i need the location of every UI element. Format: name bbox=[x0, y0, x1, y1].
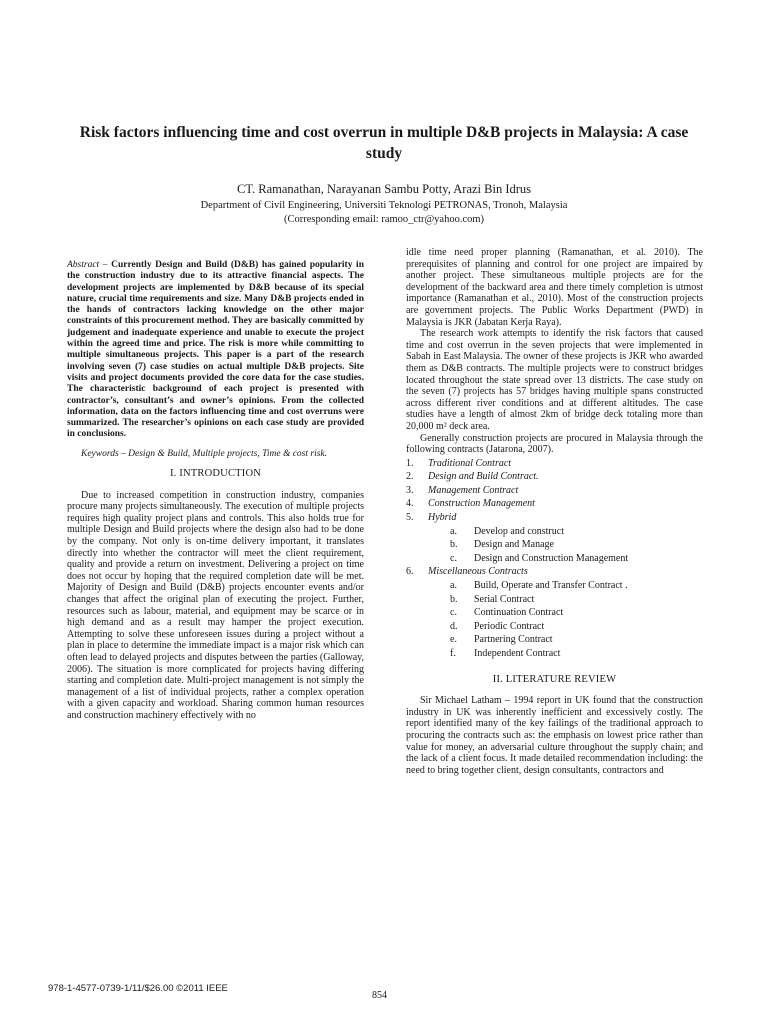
contract-types-list bbox=[406, 457, 703, 661]
list-item-number: 5. bbox=[406, 512, 414, 524]
contract-list-item bbox=[406, 565, 703, 660]
sublist-item-letter: d. bbox=[450, 620, 458, 632]
left-column bbox=[67, 260, 364, 722]
abstract-lead: Abstract – bbox=[67, 260, 108, 270]
sublist-item-label: Build, Operate and Transfer Contract . bbox=[474, 580, 628, 592]
list-item-label: Design and Build Contract. bbox=[428, 471, 539, 483]
sublist-item-label: Develop and construct bbox=[474, 525, 564, 537]
contract-sublist-item bbox=[428, 579, 703, 593]
paper-title: Risk factors influencing time and cost overrun in multiple D&B projects in Malaysia: A case study bbox=[79, 124, 689, 162]
contract-sublist-item bbox=[428, 633, 703, 647]
sublist-item-label: Design and Construction Management bbox=[474, 552, 629, 564]
sublist-item-letter: b. bbox=[450, 593, 458, 605]
contract-list-item bbox=[406, 457, 703, 471]
sublist-item-letter: e. bbox=[450, 634, 457, 646]
corresponding-email: (Corresponding email: ramoo_ctr@yahoo.com) bbox=[283, 213, 485, 225]
sublist-item-letter: a. bbox=[450, 580, 457, 592]
introduction-paragraph: Due to increased competition in construction industry, companies procure many projects simultaneously. The execution of multiple projects requires high quality project plans and controls. This also holds true for multiple Design and Build projects where the design also had to be done by the company. Not only is on-time delivery important, it translates directly into whether the contractor will meet the client requirement, quality and provide a return on investment. Delivering a project on time does not occur by hoping that the required completion date will be met. Majority of Design and Build (D&B) projects encounter events and/or changes that affect the original plan of executing the project. Further, resources such as labour, material, and equipment may be scarce or in high demand and as a result may hamper the project execution. Attempting to solve these unforeseen issues during a project without a plan in place to determine the immediate impact is a major risk which can often lead to delayed projects and disputes between the parties (Galloway, 2006). The situation is more complicated for projects having differing starting and completion date. Multi-project management is not simply the management of a list of individual projects, rather a complex operation with a given capacity and workload. Sharing common human resources and construction machinery effectively with no bbox=[67, 489, 364, 721]
affiliation: Department of Civil Engineering, Universiti Teknologi PETRONAS, Tronoh, Malaysia bbox=[200, 200, 568, 211]
list-item-label: Hybrid bbox=[428, 512, 457, 524]
sublist-item-letter: a. bbox=[450, 525, 457, 537]
contract-sublist bbox=[428, 525, 703, 566]
contract-list-item bbox=[406, 470, 703, 484]
abstract bbox=[67, 260, 364, 441]
contract-sublist-item bbox=[428, 538, 703, 552]
list-item-label: Construction Management bbox=[428, 498, 535, 510]
sublist-item-letter: f. bbox=[450, 648, 456, 659]
list-item-number: 3. bbox=[406, 484, 414, 496]
contract-sublist-item bbox=[428, 525, 703, 539]
sublist-item-letter: b. bbox=[450, 539, 458, 551]
isbn-footer: 978-1-4577-0739-1/11/$26.00 ©2011 IEEE bbox=[48, 983, 228, 994]
section-heading-literature-review: II. LITERATURE REVIEW bbox=[492, 673, 617, 685]
contract-sublist-item bbox=[428, 620, 703, 634]
contract-sublist-item bbox=[428, 593, 703, 607]
keywords: Keywords – Design & Build, Multiple projects, Time & cost risk. bbox=[81, 448, 328, 459]
right-paragraph-2: The research work attempts to identify the risk factors that caused time and cost overrun in the seven projects that were implemented in Sabah in East Malaysia. The owner of these projects is JKR who awarded them as D&B contracts. The multiple projects were to construct bridges located throughout the state spread over 13 districts. The case study on the seven (7) projects has 57 bridges having multiple spans constructed across different river conditions and at different altitudes. The case studies have a length of almost 2km of bridge deck totaling more than 20,000 m² deck area. bbox=[406, 328, 703, 432]
list-item-label: Management Contract bbox=[428, 484, 519, 496]
list-item-number: 2. bbox=[406, 471, 414, 483]
list-item-number: 1. bbox=[406, 457, 414, 469]
sublist-item-label: Serial Contract bbox=[474, 593, 535, 605]
contract-list-item bbox=[406, 497, 703, 511]
right-paragraph-3: Generally construction projects are procured in Malaysia through the following contracts (Jatarona, 2007). bbox=[406, 432, 703, 456]
list-item-number: 4. bbox=[406, 498, 414, 510]
abstract-text: Currently Design and Build (D&B) has gained popularity in the construction industry due to its attractive financial aspects. The development projects are implemented by D&B because of its special nature, crucial time requirements and size. Many D&B projects ended in the hands of contractors lacking knowledge on the other major constraints of this procurement method. They are basically committed by judgement and inadequate experience and unable to execute the project within the agreed time and price. The risk is more while committing to multiple simultaneous projects. This paper is a part of the research involving seven (7) case studies on actual multiple D&B projects. Site visits and project documents provided the core data for the case studies. The characteristic background of each project is presented with contractor’s, consultant’s and owner’s opinions. From the collected information, data on the factors influencing time and cost overruns were summarized. The researcher’s opinions on each case study are provided in conclusions. bbox=[67, 260, 364, 440]
affiliation-block bbox=[60, 199, 708, 226]
contract-sublist-item bbox=[428, 647, 703, 661]
paper-authors: CT. Ramanathan, Narayanan Sambu Potty, Arazi Bin Idrus bbox=[236, 182, 532, 196]
sublist-item-letter: c. bbox=[450, 552, 457, 564]
sublist-item-label: Continuation Contract bbox=[474, 607, 564, 619]
contract-list-item bbox=[406, 484, 703, 498]
page-number: 854 bbox=[372, 990, 387, 1001]
sublist-item-letter: c. bbox=[450, 607, 457, 619]
right-column bbox=[406, 247, 703, 776]
literature-review-paragraph: Sir Michael Latham – 1994 report in UK found that the construction industry in UK was inherently inefficient and excessively costly. The report identified many of the key failings of the traditional approach to procuring the contracts such as: the emphasis on lowest price rather than value for money, an adversarial culture throughout the supply chain; and the lack of a client focus. It made detailed recommendation including: the need to bring together client, design consultants, contractors and bbox=[406, 695, 703, 776]
list-item-label: Miscellaneous Contracts bbox=[428, 566, 528, 578]
sublist-item-label: Periodic Contract bbox=[474, 620, 545, 632]
sublist-item-label: Design and Manage bbox=[474, 539, 554, 551]
contract-sublist bbox=[428, 579, 703, 661]
list-item-number: 6. bbox=[406, 566, 414, 578]
contract-sublist-item bbox=[428, 552, 703, 566]
contract-sublist-item bbox=[428, 606, 703, 620]
sublist-item-label: Partnering Contract bbox=[474, 634, 553, 646]
contract-list-item bbox=[406, 511, 703, 565]
list-item-label: Traditional Contract bbox=[428, 457, 512, 469]
right-paragraph-1: idle time need proper planning (Ramanathan, et al. 2010). The prerequisites of planning and control for one project are impaired by another project. These simultaneous multiple projects are for the development of the backward area and there timely completion is utmost importance (Ramanathan et al., 2010). Most of the construction projects are government projects. The Public Works Department (PWD) in Malaysia is JKR (Jabatan Kerja Raya). bbox=[406, 247, 703, 328]
section-heading-introduction: I. INTRODUCTION bbox=[169, 468, 262, 480]
sublist-item-label: Independent Contract bbox=[474, 648, 561, 659]
